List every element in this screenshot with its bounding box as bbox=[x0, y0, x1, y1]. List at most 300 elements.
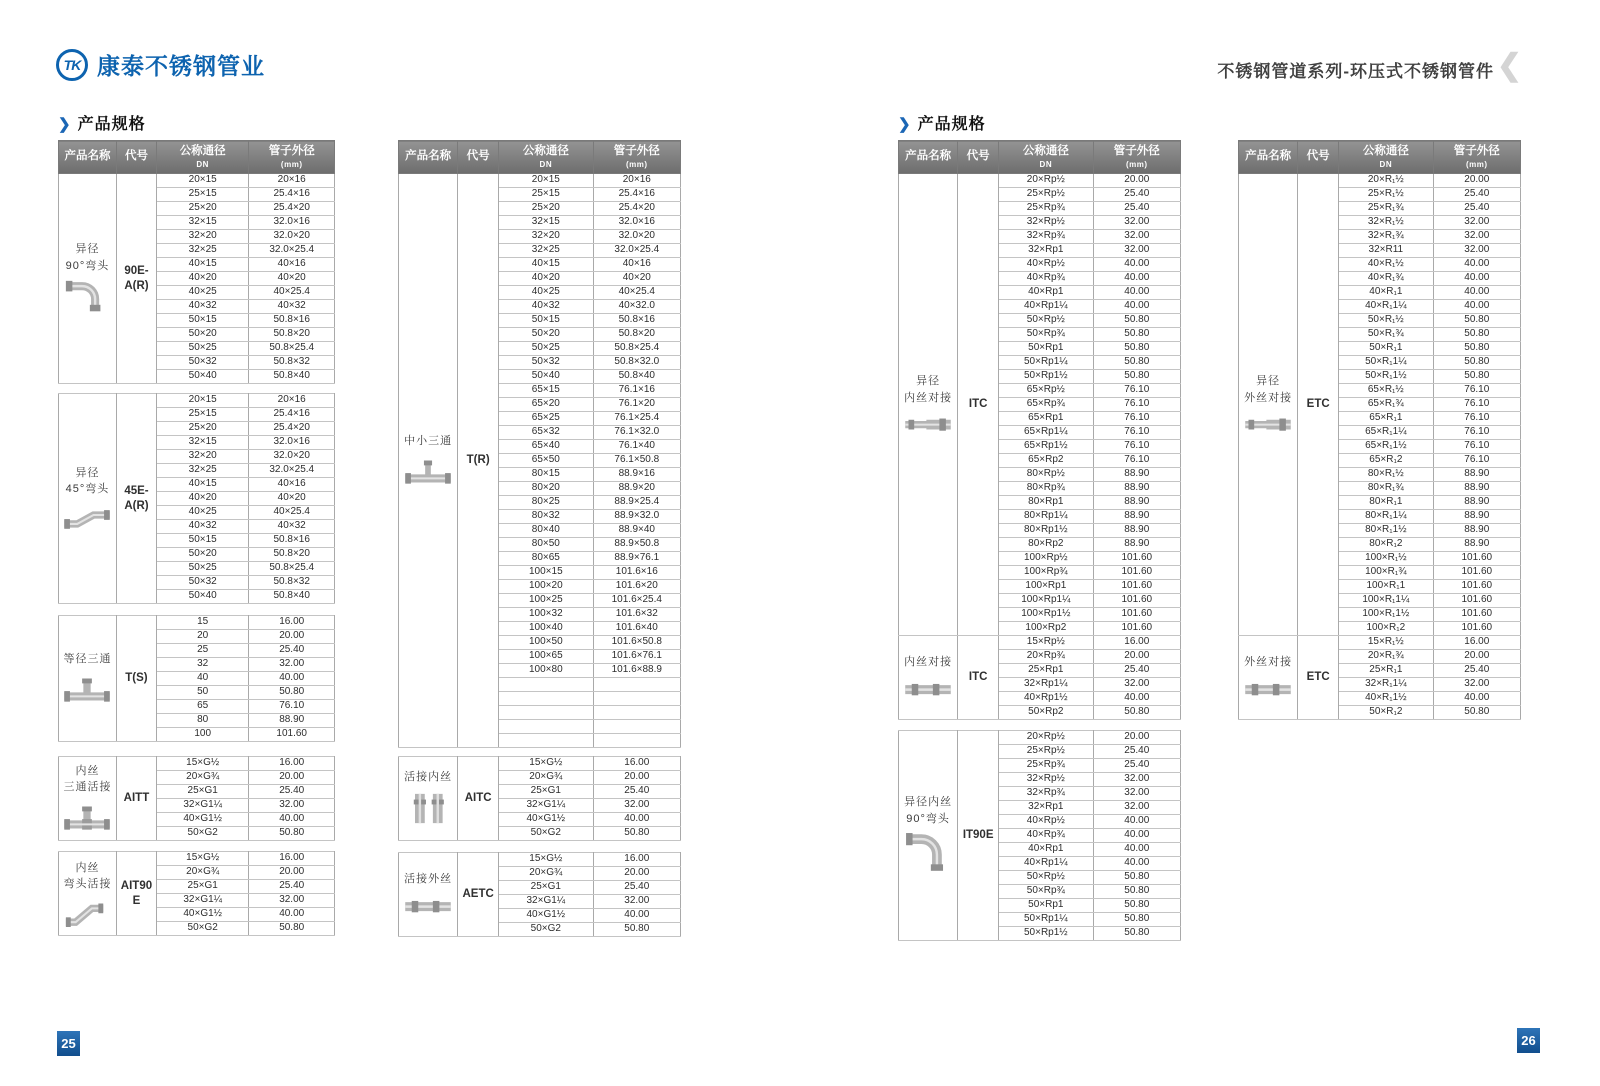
dn-value: 100×32 bbox=[499, 608, 593, 622]
dn-value: 50×Rp2 bbox=[999, 706, 1093, 720]
product-cell bbox=[899, 636, 958, 720]
dn-value: 40×25 bbox=[156, 286, 248, 300]
od-value: 50.80 bbox=[249, 922, 335, 936]
od-value: 25.40 bbox=[1093, 188, 1180, 202]
dn-value: 32×R₁1¼ bbox=[1339, 678, 1433, 692]
od-value: 16.00 bbox=[593, 757, 680, 771]
od-value: 32.0×16 bbox=[249, 436, 335, 450]
od-value: 76.10 bbox=[1093, 412, 1180, 426]
dn-value: 50×Rp½ bbox=[999, 871, 1093, 885]
dn-value: 15 bbox=[156, 616, 248, 630]
dn-value: 100×Rp1 bbox=[999, 580, 1093, 594]
product-code: ITC bbox=[958, 174, 999, 636]
dn-value: 50×25 bbox=[156, 342, 248, 356]
dn-value: 20 bbox=[156, 630, 248, 644]
od-value: 50.8×25.4 bbox=[593, 342, 680, 356]
dn-value: 40×R₁¾ bbox=[1339, 272, 1433, 286]
dn-value: 80×Rp1¼ bbox=[999, 510, 1093, 524]
od-value: 50.8×20 bbox=[249, 328, 335, 342]
od-value: 88.9×16 bbox=[593, 468, 680, 482]
dn-value: 65×Rp½ bbox=[999, 384, 1093, 398]
od-value: 32.00 bbox=[593, 895, 680, 909]
dn-value: 100×65 bbox=[499, 650, 593, 664]
dn-value: 32×25 bbox=[156, 244, 248, 258]
od-value: 88.90 bbox=[1093, 524, 1180, 538]
dn-value bbox=[499, 692, 593, 706]
dn-value: 100×R₁1¼ bbox=[1339, 594, 1433, 608]
od-value bbox=[593, 706, 680, 720]
od-value: 25.4×20 bbox=[249, 202, 335, 216]
dn-value: 40 bbox=[156, 672, 248, 686]
dn-value: 65×R₁½ bbox=[1339, 384, 1433, 398]
dn-value: 50×40 bbox=[156, 370, 248, 384]
dn-value: 25×R₁1 bbox=[1339, 664, 1433, 678]
female-tee-union-table bbox=[58, 756, 335, 841]
dn-value: 50×G2 bbox=[156, 922, 248, 936]
od-value: 50.80 bbox=[1433, 314, 1520, 328]
dn-value: 32×R₁½ bbox=[1339, 216, 1433, 230]
od-value: 40.00 bbox=[1093, 300, 1180, 314]
dn-value: 50×G2 bbox=[499, 827, 593, 841]
product-code: T(S) bbox=[116, 616, 156, 742]
od-value: 101.6×40 bbox=[593, 622, 680, 636]
dn-value: 32×R11 bbox=[1339, 244, 1433, 258]
dn-value: 20×G¾ bbox=[156, 866, 248, 880]
od-value: 101.6×50.8 bbox=[593, 636, 680, 650]
product-code: AIT90E bbox=[116, 852, 156, 936]
dn-value: 50×Rp1¼ bbox=[999, 913, 1093, 927]
col-header-od: 管子外径 (mm) bbox=[249, 141, 335, 174]
dn-value: 50×40 bbox=[156, 590, 248, 604]
od-value: 25.4×16 bbox=[249, 188, 335, 202]
od-value: 40×25.4 bbox=[249, 286, 335, 300]
dn-value: 100×Rp¾ bbox=[999, 566, 1093, 580]
dn-value: 32 bbox=[156, 658, 248, 672]
dn-value: 80×R₁1 bbox=[1339, 496, 1433, 510]
od-value: 40.00 bbox=[1093, 286, 1180, 300]
od-value: 40×16 bbox=[249, 258, 335, 272]
od-value: 32.00 bbox=[593, 799, 680, 813]
dn-value: 32×15 bbox=[156, 436, 248, 450]
union-female-table bbox=[398, 756, 681, 841]
dn-value: 25×Rp½ bbox=[999, 745, 1093, 759]
dn-value: 65×R₁¾ bbox=[1339, 398, 1433, 412]
dn-value: 25×G1 bbox=[156, 785, 248, 799]
dn-value: 40×Rp1½ bbox=[999, 692, 1093, 706]
od-value: 40×20 bbox=[249, 492, 335, 506]
od-value: 40×32 bbox=[249, 520, 335, 534]
dn-value: 50×25 bbox=[499, 342, 593, 356]
dn-value: 25×20 bbox=[156, 202, 248, 216]
product-cell bbox=[399, 757, 458, 841]
dn-value: 40×20 bbox=[499, 272, 593, 286]
dn-value: 25×20 bbox=[499, 202, 593, 216]
col-header-product: 产品名称 bbox=[899, 141, 958, 174]
dn-value: 40×Rp1 bbox=[999, 843, 1093, 857]
dn-value: 32×G1¼ bbox=[156, 894, 248, 908]
od-value: 101.60 bbox=[1093, 580, 1180, 594]
od-value: 76.10 bbox=[1093, 454, 1180, 468]
dn-value: 40×32 bbox=[156, 300, 248, 314]
series-title: 不锈钢管道系列-环压式不锈钢管件 bbox=[1217, 62, 1494, 81]
dn-value: 50×20 bbox=[499, 328, 593, 342]
dn-value: 80×Rp1 bbox=[999, 496, 1093, 510]
male-adapter-table bbox=[1238, 140, 1521, 720]
dn-value: 40×Rp½ bbox=[999, 815, 1093, 829]
arrow-icon: ❯ bbox=[898, 116, 912, 133]
product-name: 等径三通 bbox=[63, 653, 112, 666]
od-value: 88.90 bbox=[1093, 510, 1180, 524]
dn-value: 40×R₁1½ bbox=[1339, 692, 1433, 706]
dn-value: 25×G1 bbox=[156, 880, 248, 894]
od-value: 40.00 bbox=[249, 813, 335, 827]
dn-value: 50×G2 bbox=[156, 827, 248, 841]
dn-value: 50×Rp1 bbox=[999, 899, 1093, 913]
dn-value: 25×Rp½ bbox=[999, 188, 1093, 202]
reducing-coupling-icon bbox=[1239, 410, 1297, 436]
dn-value: 50×32 bbox=[499, 356, 593, 370]
dn-value: 25×15 bbox=[156, 188, 248, 202]
od-value: 32.0×20 bbox=[249, 230, 335, 244]
product-name: 异径 90°弯头 bbox=[65, 243, 110, 272]
dn-value: 65 bbox=[156, 700, 248, 714]
union-pair-icon bbox=[399, 789, 457, 828]
dn-value: 20×G¾ bbox=[156, 771, 248, 785]
dn-value: 80×25 bbox=[499, 496, 593, 510]
od-value: 20×16 bbox=[249, 174, 335, 188]
od-value: 40×25.4 bbox=[249, 506, 335, 520]
od-value: 40.00 bbox=[1433, 258, 1520, 272]
table-row bbox=[59, 394, 335, 408]
dn-value: 80×R₁1¼ bbox=[1339, 510, 1433, 524]
dn-value: 80×65 bbox=[499, 552, 593, 566]
dn-value: 65×Rp1 bbox=[999, 412, 1093, 426]
dn-value: 50×32 bbox=[156, 576, 248, 590]
reducing-tee-icon bbox=[399, 454, 457, 488]
dn-value: 25×G1 bbox=[499, 881, 593, 895]
product-name: 中小三通 bbox=[404, 435, 453, 448]
od-value: 101.60 bbox=[1433, 566, 1520, 580]
od-value: 20.00 bbox=[1433, 650, 1520, 664]
od-value: 76.10 bbox=[1433, 398, 1520, 412]
od-value: 101.60 bbox=[1433, 608, 1520, 622]
dn-value: 40×G1½ bbox=[156, 908, 248, 922]
female-adapter-table bbox=[898, 140, 1181, 720]
od-value: 25.40 bbox=[593, 785, 680, 799]
tables-column-3 bbox=[898, 140, 1181, 941]
od-value: 40.00 bbox=[249, 908, 335, 922]
tee-icon bbox=[59, 672, 116, 706]
dn-value: 65×40 bbox=[499, 440, 593, 454]
dn-value: 32×Rp¾ bbox=[999, 230, 1093, 244]
od-value: 32.0×25.4 bbox=[249, 244, 335, 258]
dn-value: 32×Rp1 bbox=[999, 801, 1093, 815]
od-value: 50.80 bbox=[1093, 328, 1180, 342]
dn-value bbox=[499, 720, 593, 734]
table-row bbox=[1239, 174, 1521, 188]
dn-value: 40×25 bbox=[499, 286, 593, 300]
reducing-coupling-icon bbox=[899, 410, 957, 436]
coupling-icon bbox=[399, 892, 457, 918]
dn-value: 20×Rp½ bbox=[999, 731, 1093, 745]
dn-value: 32×Rp½ bbox=[999, 773, 1093, 787]
od-value: 50.80 bbox=[1433, 356, 1520, 370]
dn-value: 50×Rp¾ bbox=[999, 885, 1093, 899]
od-value: 20.00 bbox=[249, 630, 335, 644]
od-value: 32.00 bbox=[1433, 244, 1520, 258]
dn-value: 65×20 bbox=[499, 398, 593, 412]
reducing-90-elbow-table bbox=[58, 140, 335, 384]
od-value: 20.00 bbox=[593, 771, 680, 785]
od-value: 101.6×20 bbox=[593, 580, 680, 594]
od-value: 16.00 bbox=[1433, 636, 1520, 650]
od-value: 76.10 bbox=[1433, 440, 1520, 454]
od-value: 50.8×40 bbox=[593, 370, 680, 384]
od-value: 88.90 bbox=[1433, 510, 1520, 524]
od-value: 76.1×16 bbox=[593, 384, 680, 398]
dn-value: 100×Rp1¼ bbox=[999, 594, 1093, 608]
od-value: 25.4×16 bbox=[249, 408, 335, 422]
dn-value: 65×Rp2 bbox=[999, 454, 1093, 468]
dn-value: 50×Rp1¼ bbox=[999, 356, 1093, 370]
od-value: 20×16 bbox=[249, 394, 335, 408]
dn-value: 40×15 bbox=[156, 258, 248, 272]
od-value: 32.00 bbox=[249, 799, 335, 813]
dn-value: 15×G½ bbox=[499, 757, 593, 771]
od-value: 32.0×16 bbox=[593, 216, 680, 230]
od-value: 32.00 bbox=[1433, 230, 1520, 244]
tables-column-4 bbox=[1238, 140, 1521, 720]
od-value: 25.40 bbox=[1093, 664, 1180, 678]
elbow-union-icon bbox=[59, 897, 116, 928]
product-cell bbox=[59, 174, 117, 384]
dn-value: 40×G1½ bbox=[499, 909, 593, 923]
dn-value: 80×Rp2 bbox=[999, 538, 1093, 552]
col-header-product: 产品名称 bbox=[399, 141, 458, 174]
arrow-icon: ❯ bbox=[58, 116, 72, 133]
product-name: 内丝 三通活接 bbox=[63, 764, 112, 794]
page-number-right: 26 bbox=[1517, 1028, 1540, 1053]
dn-value: 100×R₁2 bbox=[1339, 622, 1433, 636]
col-header-od: 管子外径 (mm) bbox=[1433, 141, 1520, 174]
od-value: 50.80 bbox=[1093, 871, 1180, 885]
tables-column-1 bbox=[58, 140, 335, 936]
dn-value: 25×Rp¾ bbox=[999, 759, 1093, 773]
dn-value: 40×G1½ bbox=[499, 813, 593, 827]
od-value: 88.9×25.4 bbox=[593, 496, 680, 510]
od-value: 40×16 bbox=[249, 478, 335, 492]
dn-value: 100×40 bbox=[499, 622, 593, 636]
od-value: 40.00 bbox=[1093, 843, 1180, 857]
od-value: 50.80 bbox=[1093, 356, 1180, 370]
dn-value: 32×25 bbox=[156, 464, 248, 478]
product-name: 活接内丝 bbox=[404, 770, 453, 783]
dn-value: 65×25 bbox=[499, 412, 593, 426]
col-header-product: 产品名称 bbox=[59, 141, 117, 174]
dn-value: 32×R₁¾ bbox=[1339, 230, 1433, 244]
dn-value: 40×R₁½ bbox=[1339, 258, 1433, 272]
dn-value: 50×Rp1 bbox=[999, 342, 1093, 356]
dn-value: 50×Rp¾ bbox=[999, 328, 1093, 342]
dn-value: 65×15 bbox=[499, 384, 593, 398]
od-value: 88.9×76.1 bbox=[593, 552, 680, 566]
dn-value: 32×G1¼ bbox=[156, 799, 248, 813]
od-value: 50.8×16 bbox=[249, 534, 335, 548]
od-value: 101.60 bbox=[1093, 552, 1180, 566]
section-title-left bbox=[58, 111, 146, 134]
od-value: 20.00 bbox=[1433, 174, 1520, 188]
dn-value: 20×G¾ bbox=[499, 867, 593, 881]
dn-value: 65×Rp1¼ bbox=[999, 426, 1093, 440]
product-cell bbox=[399, 853, 458, 937]
dn-value: 50×Rp½ bbox=[999, 314, 1093, 328]
od-value: 40.00 bbox=[593, 909, 680, 923]
od-value: 50.8×32 bbox=[249, 576, 335, 590]
od-value: 32.00 bbox=[1433, 216, 1520, 230]
od-value: 50.8×16 bbox=[249, 314, 335, 328]
od-value: 101.60 bbox=[1433, 552, 1520, 566]
dn-value: 80×R₁2 bbox=[1339, 538, 1433, 552]
od-value: 88.9×40 bbox=[593, 524, 680, 538]
od-value: 50.8×40 bbox=[249, 590, 335, 604]
dn-value: 100×Rp½ bbox=[999, 552, 1093, 566]
dn-value: 65×R₁1 bbox=[1339, 412, 1433, 426]
od-value: 50.8×25.4 bbox=[249, 342, 335, 356]
od-value: 25.40 bbox=[249, 880, 335, 894]
dn-value: 25×20 bbox=[156, 422, 248, 436]
dn-value: 25×15 bbox=[499, 188, 593, 202]
dn-value: 50 bbox=[156, 686, 248, 700]
dn-value: 25×R₁½ bbox=[1339, 188, 1433, 202]
od-value: 25.40 bbox=[1433, 202, 1520, 216]
od-value: 32.00 bbox=[1093, 216, 1180, 230]
od-value: 88.90 bbox=[1093, 496, 1180, 510]
col-header-code: 代号 bbox=[116, 141, 156, 174]
logo bbox=[56, 48, 265, 81]
dn-value: 80×Rp¾ bbox=[999, 482, 1093, 496]
dn-value: 25 bbox=[156, 644, 248, 658]
dn-value: 20×R₁¾ bbox=[1339, 650, 1433, 664]
od-value: 25.4×20 bbox=[249, 422, 335, 436]
od-value: 40.00 bbox=[1093, 829, 1180, 843]
od-value: 50.80 bbox=[1093, 314, 1180, 328]
dn-value: 65×R₁1½ bbox=[1339, 440, 1433, 454]
dn-value: 50×15 bbox=[156, 534, 248, 548]
product-name: 异径 45°弯头 bbox=[65, 466, 110, 496]
dn-value: 32×20 bbox=[499, 230, 593, 244]
od-value: 32.00 bbox=[1093, 244, 1180, 258]
dn-value: 80×R₁½ bbox=[1339, 468, 1433, 482]
elbow-45-icon bbox=[59, 502, 116, 533]
product-code: ITC bbox=[958, 636, 999, 720]
od-value: 50.80 bbox=[1093, 899, 1180, 913]
od-value: 50.80 bbox=[1093, 885, 1180, 899]
dn-value: 25×Rp1 bbox=[999, 664, 1093, 678]
product-code: ETC bbox=[1298, 636, 1339, 720]
dn-value: 65×50 bbox=[499, 454, 593, 468]
col-header-dn: 公称通径 DN bbox=[999, 141, 1093, 174]
od-value: 76.10 bbox=[1433, 426, 1520, 440]
od-value: 32.0×25.4 bbox=[593, 244, 680, 258]
dn-value: 80×20 bbox=[499, 482, 593, 496]
od-value: 76.10 bbox=[1093, 440, 1180, 454]
logo-text: 康泰不锈钢管业 bbox=[97, 53, 265, 79]
reducing-45-elbow-table bbox=[58, 393, 335, 604]
dn-value: 50×25 bbox=[156, 562, 248, 576]
od-value: 50.8×40 bbox=[249, 370, 335, 384]
od-value: 76.1×25.4 bbox=[593, 412, 680, 426]
col-header-od: 管子外径 (mm) bbox=[593, 141, 680, 174]
od-value: 40×16 bbox=[593, 258, 680, 272]
product-code: 45E-A(R) bbox=[116, 394, 156, 604]
dn-value: 50×Rp1½ bbox=[999, 370, 1093, 384]
dn-value bbox=[499, 734, 593, 748]
od-value: 40.00 bbox=[1433, 300, 1520, 314]
dn-value: 50×32 bbox=[156, 356, 248, 370]
table-row bbox=[399, 757, 681, 771]
od-value: 40.00 bbox=[1093, 815, 1180, 829]
od-value: 50.80 bbox=[1093, 370, 1180, 384]
dn-value: 80×32 bbox=[499, 510, 593, 524]
dn-value bbox=[499, 678, 593, 692]
od-value: 40×20 bbox=[593, 272, 680, 286]
dn-value: 65×Rp¾ bbox=[999, 398, 1093, 412]
dn-value: 100×Rp2 bbox=[999, 622, 1093, 636]
od-value: 76.1×50.8 bbox=[593, 454, 680, 468]
dn-value: 20×15 bbox=[156, 394, 248, 408]
product-cell bbox=[59, 616, 117, 742]
od-value: 20.00 bbox=[593, 867, 680, 881]
od-value: 50.8×16 bbox=[593, 314, 680, 328]
od-value: 50.80 bbox=[249, 686, 335, 700]
dn-value: 80×Rp½ bbox=[999, 468, 1093, 482]
product-code: AETC bbox=[458, 853, 499, 937]
dn-value: 80×40 bbox=[499, 524, 593, 538]
od-value: 40×25.4 bbox=[593, 286, 680, 300]
dn-value: 20×Rp¾ bbox=[999, 650, 1093, 664]
dn-value: 50×R₁¾ bbox=[1339, 328, 1433, 342]
od-value: 50.8×20 bbox=[593, 328, 680, 342]
od-value: 88.90 bbox=[1433, 482, 1520, 496]
table-row bbox=[59, 616, 335, 630]
dn-value: 32×Rp1 bbox=[999, 244, 1093, 258]
dn-value: 32×Rp¾ bbox=[999, 787, 1093, 801]
od-value: 101.60 bbox=[1093, 608, 1180, 622]
od-value: 25.40 bbox=[593, 881, 680, 895]
dn-value: 40×32 bbox=[156, 520, 248, 534]
od-value: 40.00 bbox=[1433, 272, 1520, 286]
od-value: 16.00 bbox=[249, 757, 335, 771]
od-value: 101.60 bbox=[1093, 594, 1180, 608]
dn-value: 50×G2 bbox=[499, 923, 593, 937]
dn-value: 20×R₁½ bbox=[1339, 174, 1433, 188]
od-value: 32.00 bbox=[1093, 230, 1180, 244]
product-code: AITT bbox=[116, 757, 156, 841]
tables-column-2 bbox=[398, 140, 681, 937]
dn-value: 40×32 bbox=[499, 300, 593, 314]
dn-value: 80×Rp1½ bbox=[999, 524, 1093, 538]
product-code: AITC bbox=[458, 757, 499, 841]
table-row bbox=[899, 636, 1181, 650]
dn-value: 50×Rp1½ bbox=[999, 927, 1093, 941]
od-value: 101.60 bbox=[249, 728, 335, 742]
dn-value: 100×15 bbox=[499, 566, 593, 580]
product-cell bbox=[59, 852, 117, 936]
dn-value: 40×15 bbox=[156, 478, 248, 492]
dn-value: 65×32 bbox=[499, 426, 593, 440]
product-code: T(R) bbox=[458, 174, 499, 748]
dn-value: 40×20 bbox=[156, 492, 248, 506]
